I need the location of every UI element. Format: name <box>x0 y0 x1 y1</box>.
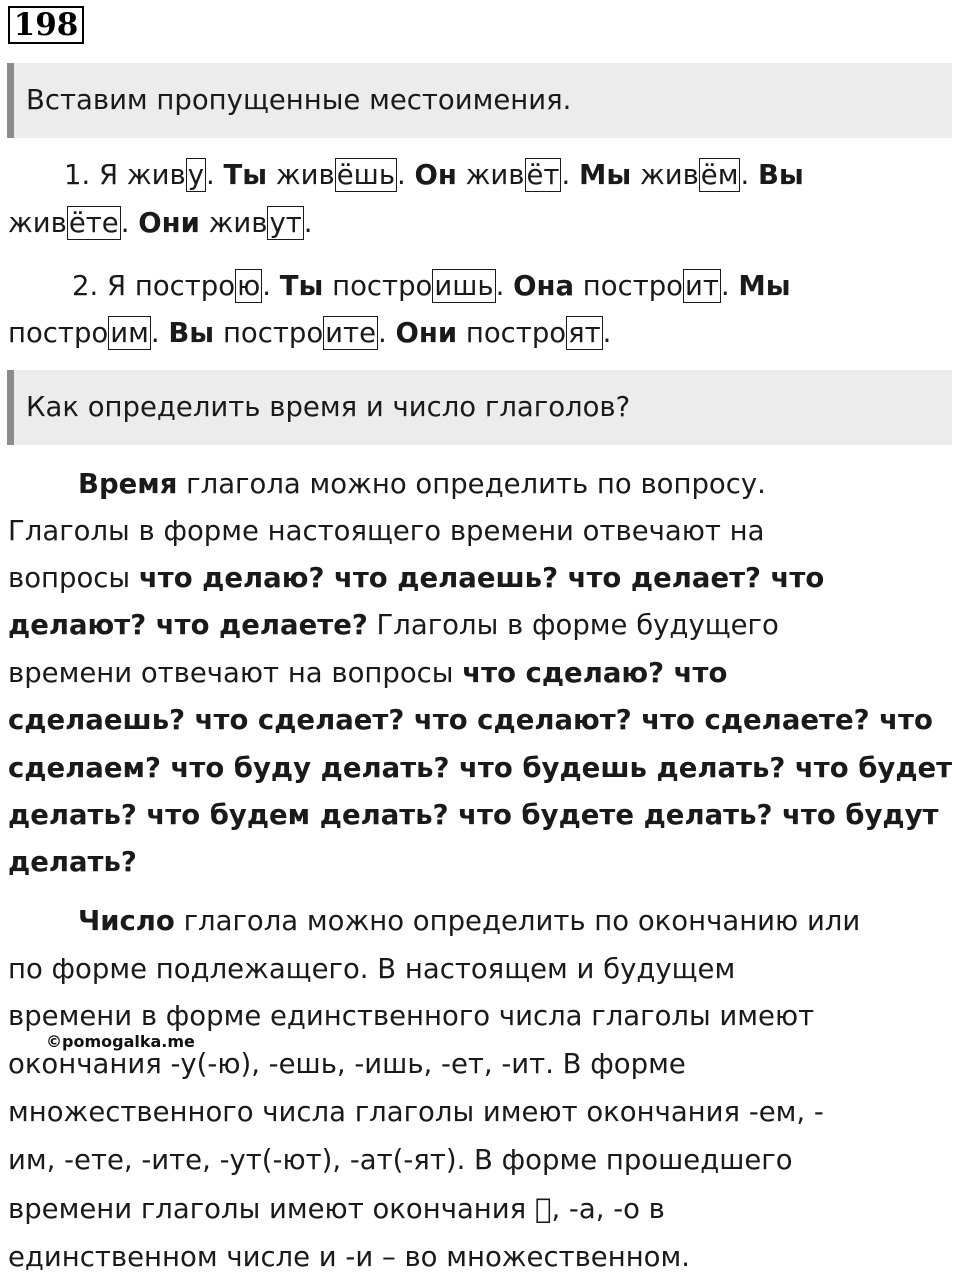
verb-ending-box: ёт <box>526 159 560 191</box>
questions: что делаю? что делаешь? что делает? что <box>138 562 825 594</box>
text: вопросы <box>8 562 139 594</box>
number-para-line1 <box>78 904 860 938</box>
section-heading-pronouns: Вставим пропущенные местоимения. <box>7 63 952 138</box>
pronoun: Мы <box>578 159 632 191</box>
questions: что сделаю? что <box>462 657 728 689</box>
verb-ending-box: ит <box>685 270 719 302</box>
verb-stem: жив <box>639 159 699 191</box>
item1-line1: 1. Я живу. Ты живёшь. Он живёт. Мы живём. Вы <box>64 159 804 191</box>
text: времени отвечают на вопросы <box>8 657 463 689</box>
verb-stem: постро <box>134 270 236 302</box>
watermark: ©pomogalka.me <box>46 1032 195 1051</box>
verb-ending-box: ят <box>568 317 601 349</box>
verb-stem: постро <box>222 317 324 349</box>
verb-stem: жив <box>465 159 525 191</box>
section-heading-tense-number: Как определить время и число глаголов? <box>7 370 952 445</box>
number-para-line5: множественного числа глаголы имеют окончания -ем, - <box>8 1096 824 1128</box>
pronoun: Я <box>107 270 127 302</box>
pronoun: Вы <box>757 159 804 191</box>
text: Глаголы в форме будущего <box>367 609 779 641</box>
time-para-line3 <box>8 561 824 595</box>
number-para-line4: окончания -у(-ю), -ешь, -ишь, -ет, -ит. В форме <box>8 1048 686 1080</box>
time-para-line5 <box>8 656 727 690</box>
item2-line1: 2. Я построю. Ты построишь. Она построит. Мы <box>72 270 791 302</box>
time-para-line7: сделаем? что буду делать? что будешь делать? что будет <box>8 752 953 784</box>
number-para-line7: времени глаголы имеют окончания ⃞, -а, -о в <box>8 1193 665 1225</box>
time-para-line6: сделаешь? что сделает? что сделают? что сделаете? что <box>8 704 933 736</box>
questions: делают? что делаете? <box>8 609 368 641</box>
verb-stem: жив <box>126 159 186 191</box>
number-para-line6: им, -ете, -ите, -ут(-ют), -ат(-ят). В форме прошедшего <box>8 1144 793 1176</box>
item-number: 2. <box>72 270 99 302</box>
term-time: Время <box>78 468 178 500</box>
time-para-line9: делать? <box>8 846 137 878</box>
item1-line2: живёте. Они живут. <box>8 207 313 239</box>
pronoun: Ты <box>279 270 324 302</box>
verb-ending-box: ёте <box>68 207 119 239</box>
verb-ending-box: ём <box>700 159 739 191</box>
pronoun: Вы <box>168 317 215 349</box>
item-number: 1. <box>64 159 91 191</box>
verb-stem: постро <box>332 270 433 302</box>
verb-ending-box: у <box>187 159 204 191</box>
verb-ending-box: ут <box>269 207 302 239</box>
pronoun: Он <box>414 159 457 191</box>
time-para-line8: делать? что будем делать? что будете делать? что будут <box>8 799 939 831</box>
term-number: Число <box>78 905 175 937</box>
exercise-number: 198 <box>8 6 84 44</box>
pronoun: Ты <box>223 159 268 191</box>
time-para-line4 <box>8 608 779 642</box>
verb-stem: постро <box>582 270 684 302</box>
number-para-line3: времени в форме единственного числа глаголы имеют <box>8 1000 815 1032</box>
verb-ending-box: им <box>110 317 149 349</box>
time-para-line1 <box>78 467 766 501</box>
verb-ending-box: ю <box>237 270 261 302</box>
pronoun: Они <box>138 207 200 239</box>
pronoun: Я <box>99 159 119 191</box>
pronoun: Мы <box>738 270 791 302</box>
verb-ending-box: ёшь <box>336 159 396 191</box>
verb-stem: жив <box>8 207 67 239</box>
number-para-line8: единственном числе и -и – во множественном. <box>8 1241 690 1273</box>
item2-line2: построим. Вы построите. Они построят. <box>8 317 612 349</box>
time-para-line2: Глаголы в форме настоящего времени отвечают на <box>8 515 765 547</box>
text: глагола можно определить по окончанию или <box>174 905 861 937</box>
pronoun: Она <box>513 270 575 302</box>
text: глагола можно определить по вопросу. <box>177 468 766 500</box>
verb-stem: жив <box>275 159 335 191</box>
verb-stem: постро <box>465 317 567 349</box>
number-para-line2: по форме подлежащего. В настоящем и будущем <box>8 953 736 985</box>
verb-ending-box: ите <box>325 317 376 349</box>
verb-stem: жив <box>208 207 268 239</box>
pronoun: Они <box>395 317 458 349</box>
verb-ending-box: ишь <box>434 270 494 302</box>
verb-stem: постро <box>8 317 109 349</box>
